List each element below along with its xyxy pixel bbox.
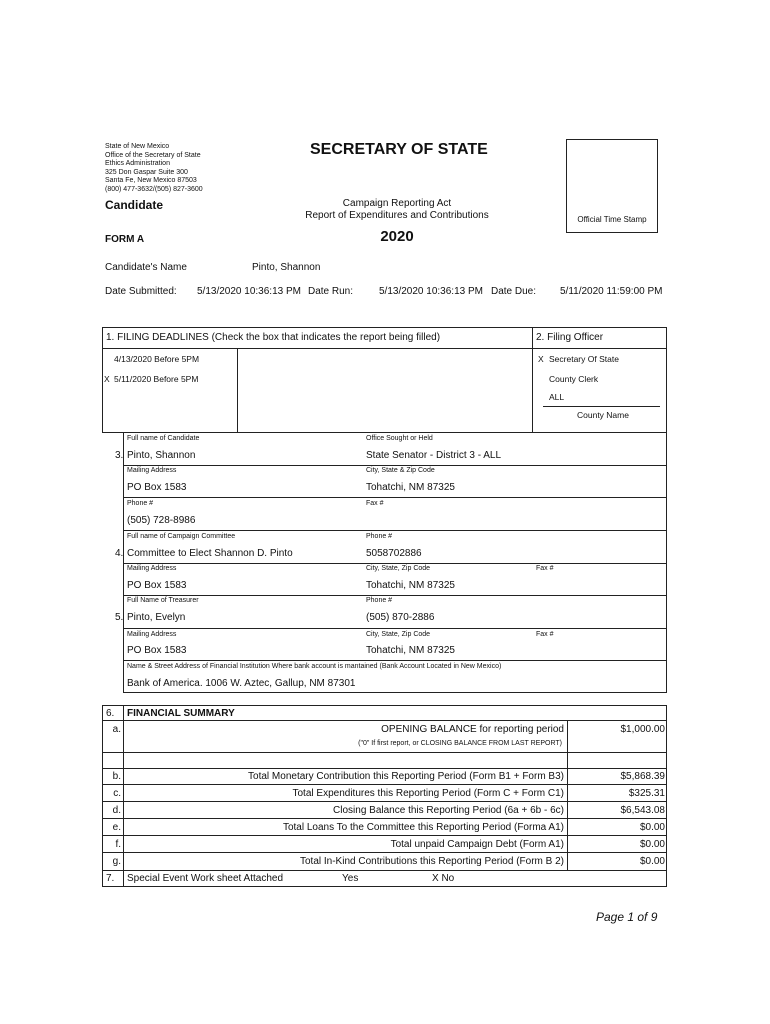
candidate-fax-label: Fax # — [366, 500, 384, 507]
opening-balance-note: ("0" If first report, or CLOSING BALANCE FROM LAST REPORT) — [358, 740, 562, 747]
row-letter: d. — [112, 805, 121, 816]
row-letter: c. — [113, 788, 121, 799]
committee-mail-label: Mailing Address — [127, 565, 177, 572]
row-letter: f. — [115, 839, 121, 850]
treasurer-city: Tohatchi, NM 87325 — [366, 645, 455, 656]
act-line-1: Campaign Reporting Act — [342, 198, 452, 209]
section-3-number: 3. — [115, 450, 124, 461]
section-5-number: 5. — [115, 612, 124, 623]
deadline-option-2-mark[interactable]: X — [104, 374, 110, 384]
date-due-value: 5/11/2020 11:59:00 PM — [560, 286, 663, 297]
date-due-label: Date Due: — [491, 286, 537, 297]
treasurer-phone: (505) 870-2886 — [366, 612, 435, 623]
bank-label: Name & Street Address of Financial Institution Where bank account is mantained (Bank Account Located in New Mexico) — [127, 663, 502, 670]
row-value: $1,000.00 — [620, 724, 665, 735]
page-number: Page 1 of 9 — [596, 910, 658, 924]
candidate-city-label: City, State & Zip Code — [366, 467, 435, 474]
committee-name: Committee to Elect Shannon D. Pinto — [127, 548, 293, 559]
county-name-label: County Name — [577, 410, 629, 420]
row-letter: g. — [112, 856, 121, 867]
treasurer-mail: PO Box 1583 — [127, 645, 187, 656]
committee-phone: 5058702886 — [366, 548, 422, 559]
filing-deadlines-header: 1. FILING DEADLINES (Check the box that indicates the report being filled) — [106, 332, 441, 343]
candidate-city: Tohatchi, NM 87325 — [366, 482, 455, 493]
committee-phone-label: Phone # — [366, 533, 393, 540]
candidate-full-name-label: Full name of Candidate — [127, 435, 200, 442]
treasurer-name: Pinto, Evelyn — [127, 612, 186, 623]
agency-line: State of New Mexico — [105, 143, 170, 150]
treasurer-name-label: Full Name of Treasurer — [127, 597, 199, 604]
special-event-yes[interactable]: Yes — [342, 873, 359, 884]
candidate-heading: Candidate — [105, 198, 164, 212]
section-7-number: 7. — [106, 873, 115, 884]
row-value: $325.31 — [628, 788, 665, 799]
committee-mail: PO Box 1583 — [127, 580, 187, 591]
agency-line: Ethics Administration — [105, 160, 170, 167]
row-label: Total unpaid Campaign Debt (Form A1) — [390, 839, 564, 850]
row-label: Total Loans To the Committee this Reporting Period (Forma A1) — [282, 822, 564, 833]
row-value: $0.00 — [639, 856, 665, 867]
financial-summary-header: FINANCIAL SUMMARY — [127, 708, 235, 719]
row-letter: a. — [112, 724, 121, 735]
officer-all: ALL — [549, 392, 565, 402]
candidate-mail-label: Mailing Address — [127, 467, 177, 474]
deadline-option-1[interactable]: 4/13/2020 Before 5PM — [114, 354, 200, 364]
candidate-name-value: Pinto, Shannon — [252, 262, 321, 273]
filing-officer-header: 2. Filing Officer — [536, 332, 604, 343]
treasurer-mail-label: Mailing Address — [127, 631, 177, 638]
committee-city: Tohatchi, NM 87325 — [366, 580, 455, 591]
row-letter: b. — [112, 771, 121, 782]
candidate-phone-label: Phone # — [127, 500, 154, 507]
row-value: $0.00 — [639, 822, 665, 833]
row-value: $6,543.08 — [620, 805, 665, 816]
row-label: Total In-Kind Contributions this Reporting Period (Form B 2) — [299, 856, 564, 867]
agency-line: Santa Fe, New Mexico 87503 — [105, 177, 197, 184]
date-submitted-label: Date Submitted: — [105, 286, 177, 297]
committee-fax-label: Fax # — [536, 565, 554, 572]
act-line-2: Report of Expenditures and Contributions — [305, 210, 489, 221]
candidate-full-name: Pinto, Shannon — [127, 450, 196, 461]
row-label: OPENING BALANCE for reporting period — [381, 724, 564, 735]
candidate-mail: PO Box 1583 — [127, 482, 187, 493]
committee-name-label: Full name of Campaign Committee — [127, 533, 236, 540]
special-event-no[interactable]: X No — [432, 873, 455, 884]
officer-sos[interactable]: Secretary Of State — [549, 354, 619, 364]
page-title: SECRETARY OF STATE — [310, 141, 488, 158]
special-event-label: Special Event Work sheet Attached — [127, 873, 284, 884]
row-value: $0.00 — [639, 839, 665, 850]
officer-county-clerk[interactable]: County Clerk — [549, 374, 599, 384]
date-submitted-value: 5/13/2020 10:36:13 PM — [197, 286, 301, 297]
row-label: Total Monetary Contribution this Reporting Period (Form B1 + Form B3) — [248, 771, 564, 782]
candidate-name-label: Candidate's Name — [105, 262, 187, 273]
section-4-number: 4. — [115, 548, 124, 559]
form-label: FORM A — [105, 234, 145, 245]
agency-line: Office of the Secretary of State — [105, 151, 201, 159]
officer-sos-mark[interactable]: X — [538, 354, 544, 364]
office-value: State Senator - District 3 - ALL — [366, 450, 502, 461]
deadline-option-2[interactable]: 5/11/2020 Before 5PM — [114, 374, 199, 384]
row-label: Total Expenditures this Reporting Period (Form C + Form C1) — [292, 788, 564, 799]
treasurer-city-label: City, State, Zip Code — [366, 631, 431, 638]
bank-value: Bank of America. 1006 W. Aztec, Gallup, NM 87301 — [127, 678, 356, 689]
committee-city-label: City, State, Zip Code — [366, 565, 431, 572]
section-6-number: 6. — [106, 708, 115, 719]
agency-line: (800) 477-3632/(505) 827-3600 — [105, 185, 203, 193]
treasurer-fax-label: Fax # — [536, 631, 554, 638]
treasurer-phone-label: Phone # — [366, 597, 393, 604]
report-year: 2020 — [380, 228, 414, 245]
office-label: Office Sought or Held — [366, 435, 433, 442]
agency-address — [105, 143, 203, 194]
row-value: $5,868.39 — [620, 771, 665, 782]
row-letter: e. — [112, 822, 121, 833]
date-run-value: 5/13/2020 10:36:13 PM — [379, 286, 483, 297]
time-stamp-label: Official Time Stamp — [577, 215, 647, 224]
row-label: Closing Balance this Reporting Period (6a + 6b - 6c) — [333, 805, 564, 816]
agency-line: 325 Don Gaspar Suite 300 — [105, 168, 188, 176]
candidate-phone: (505) 728-8986 — [127, 515, 196, 526]
date-run-label: Date Run: — [308, 286, 354, 297]
